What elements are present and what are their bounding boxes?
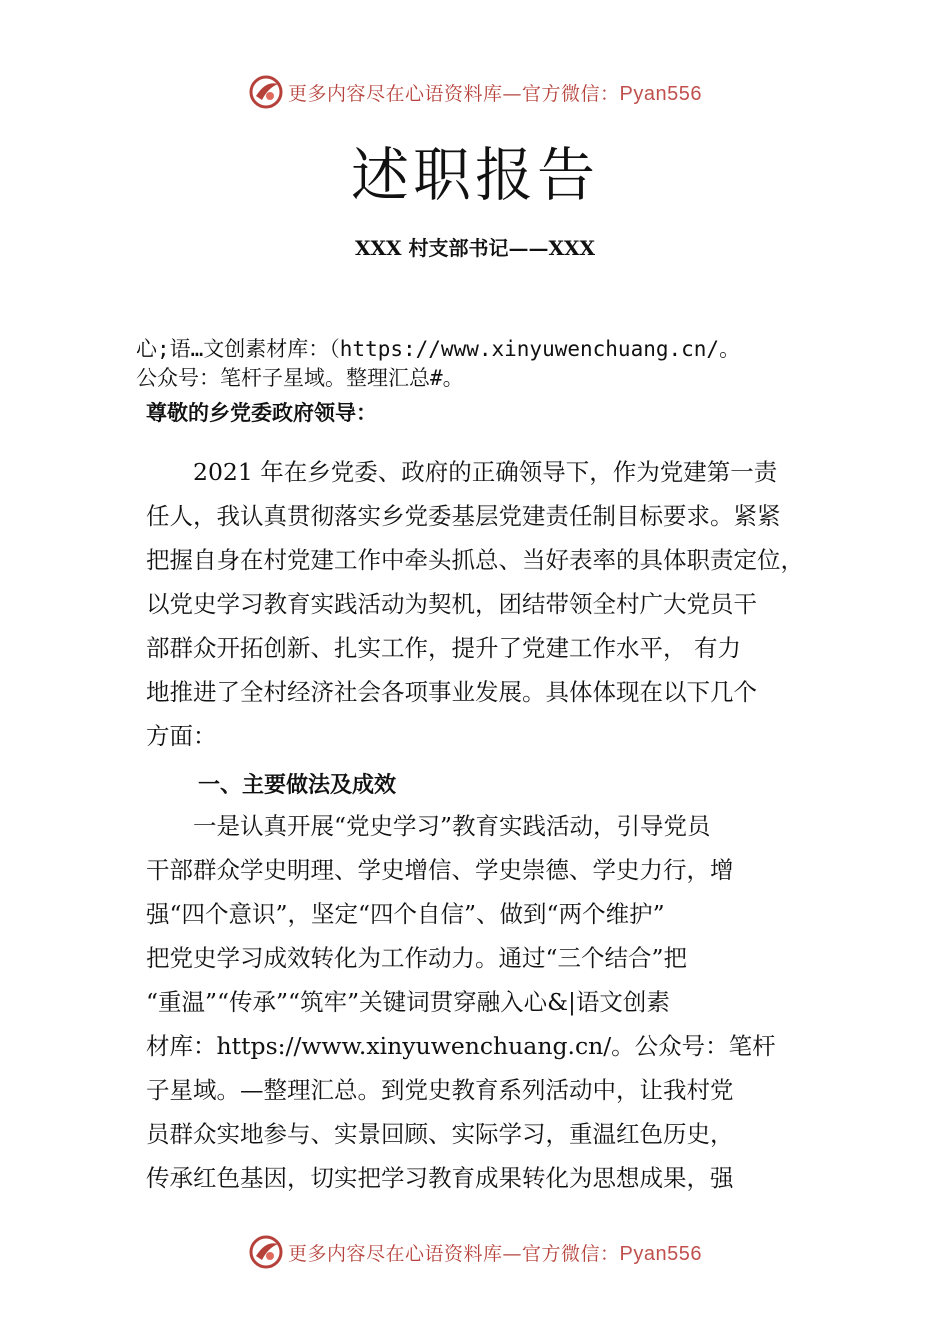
paragraph-line: 把党史学习成效转化为工作动力。通过“三个结合”把: [146, 944, 688, 972]
banner-text: [288, 1239, 702, 1266]
paragraph-line: “重温”“传承”“筑牢”关键词贯穿融入心&|语文创素: [146, 988, 670, 1016]
banner-site-text: 更多内容尽在心语资料库: [288, 1242, 503, 1265]
banner-wechat-id: Pyan556: [619, 1242, 702, 1265]
document-subtitle: XXX 村支部书记——XXX: [354, 236, 596, 260]
brand-logo-icon: [248, 1234, 284, 1270]
brand-logo-icon: [248, 74, 284, 110]
banner-dash: —: [502, 1242, 523, 1265]
paragraph-line: 2021 年在乡党委、政府的正确领导下，作为党建第一责: [146, 458, 778, 486]
header-watermark-banner: [0, 72, 950, 112]
banner-wechat-label: 官方微信：: [522, 82, 620, 105]
paragraph-line: 方面：: [146, 722, 217, 750]
banner-site-text: 更多内容尽在心语资料库: [288, 82, 503, 105]
banner-wechat-label: 官方微信：: [522, 1242, 620, 1265]
paragraph-line: 干部群众学史明理、学史增信、学史崇德、学史力行，增: [146, 856, 734, 884]
paragraph-line: 一是认真开展“党史学习”教育实践活动，引导党员: [146, 812, 711, 840]
paragraph-line: 地推进了全村经济社会各项事业发展。具体体现在以下几个: [146, 678, 757, 706]
footer-watermark-banner: [0, 1232, 950, 1272]
source-note-line-2: 公众号：笔杆子星域。整理汇总#。: [136, 366, 464, 390]
paragraph-line: 材库：https://www.xinyuwenchuang.cn/。公众号：笔杆: [146, 1032, 776, 1060]
paragraph-line: 任人，我认真贯彻落实乡党委基层党建责任制目标要求。紧紧: [146, 502, 781, 530]
document-title: 述职报告: [350, 141, 599, 209]
paragraph-line: 子星域。—整理汇总。到党史教育系列活动中，让我村党: [146, 1076, 734, 1104]
greeting: 尊敬的乡党委政府领导：: [146, 401, 377, 425]
section-heading: 一、主要做法及成效: [198, 773, 397, 798]
paragraph-line: 把握自身在村党建工作中牵头抓总、当好表率的具体职责定位，: [146, 546, 804, 574]
source-note-line-1: 心;语…文创素材库：（https://www.xinyuwenchuang.cn/。: [136, 337, 741, 361]
banner-dash: —: [502, 82, 523, 105]
banner-text: [288, 79, 702, 106]
paragraph-line: 部群众开拓创新、扎实工作，提升了党建工作水平， 有力: [146, 634, 741, 662]
banner-wechat-id: Pyan556: [619, 82, 702, 105]
paragraph-line: 员群众实地参与、实景回顾、实际学习，重温红色历史，: [146, 1120, 734, 1148]
paragraph-line: 以党史学习教育实践活动为契机，团结带领全村广大党员干: [146, 590, 757, 618]
paragraph-line: 传承红色基因，切实把学习教育成果转化为思想成果，强: [146, 1164, 734, 1192]
paragraph-line: 强“四个意识”，坚定“四个自信”、做到“两个维护”: [146, 900, 665, 928]
